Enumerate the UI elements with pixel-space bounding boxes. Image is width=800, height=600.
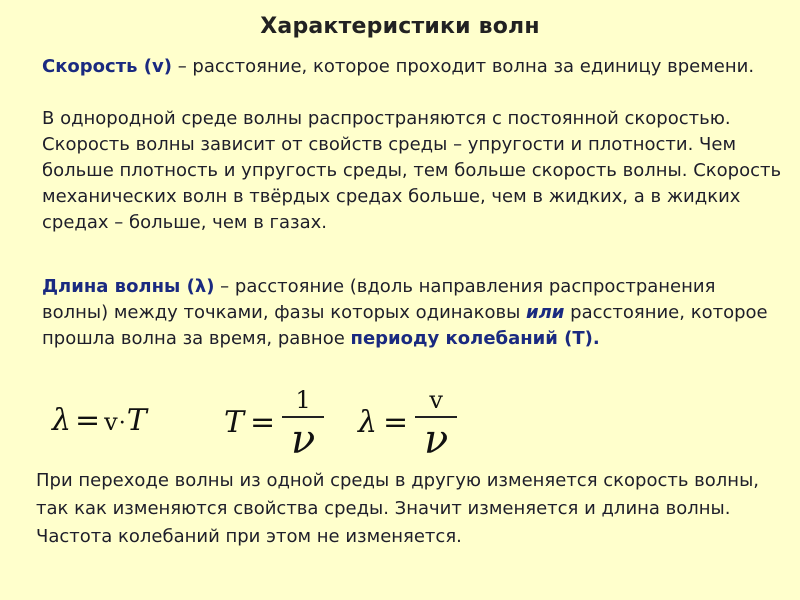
formula-1-v: v <box>104 408 118 436</box>
formula-3-lhs: λ <box>358 405 378 441</box>
speed-description: В однородной среде волны распространяются с постоянной скоростью. Скорость волны зависит от свойств среды – упругости и плотности. Чем больше плотность и упругость среды, тем больше скорость волны. Скорость механических волн в твёрдых средах больше, чем в жидких, а в жидких средах – больше, чем в газах. <box>42 108 782 233</box>
wavelength-definition-text-2: расстояние, которое прошла волна за время, равное <box>42 302 768 349</box>
formula-2-numerator: 1 <box>295 386 311 414</box>
formula-2-lhs: T <box>224 405 245 441</box>
wavelength-definition-text-1: – расстояние (вдоль направления распространения волны) между точками, фазы которых одинаковы <box>42 276 716 323</box>
formula-3-fraction <box>414 384 458 462</box>
wavelength-term: Длина волны (λ) <box>42 276 215 297</box>
or-word: или <box>526 302 565 323</box>
wavelength-definition <box>42 274 782 352</box>
period-term: периоду колебаний (T). <box>350 328 600 349</box>
formula-3-numerator: v <box>429 386 443 414</box>
formula-3-denominator: ν <box>423 416 449 463</box>
formula-1-dot: · <box>118 411 126 436</box>
speed-definition <box>42 54 782 80</box>
formula-1-T: T <box>126 403 147 438</box>
formula-2-equals: = <box>250 405 276 441</box>
formula-3-equals: = <box>383 405 409 441</box>
formula-1-lhs: λ <box>52 403 72 438</box>
formula-1-equals: = <box>75 403 101 438</box>
formula-wavelength-product <box>52 403 147 438</box>
formula-2-fraction <box>281 384 325 462</box>
speed-term: Скорость (v) <box>42 56 172 77</box>
conclusion-text: При переходе волны из одной среды в другую изменяется скорость волны, так как изменяются свойства среды. Значит изменяется и длина волны. Частота колебаний при этом не изменяется. <box>36 470 760 547</box>
formula-wavelength-ratio <box>358 384 458 462</box>
speed-definition-text: – расстояние, которое проходит волна за единицу времени. <box>171 56 755 77</box>
formula-2-denominator: ν <box>290 416 316 463</box>
formula-period <box>224 384 325 462</box>
slide-title: Характеристики волн <box>260 14 540 39</box>
